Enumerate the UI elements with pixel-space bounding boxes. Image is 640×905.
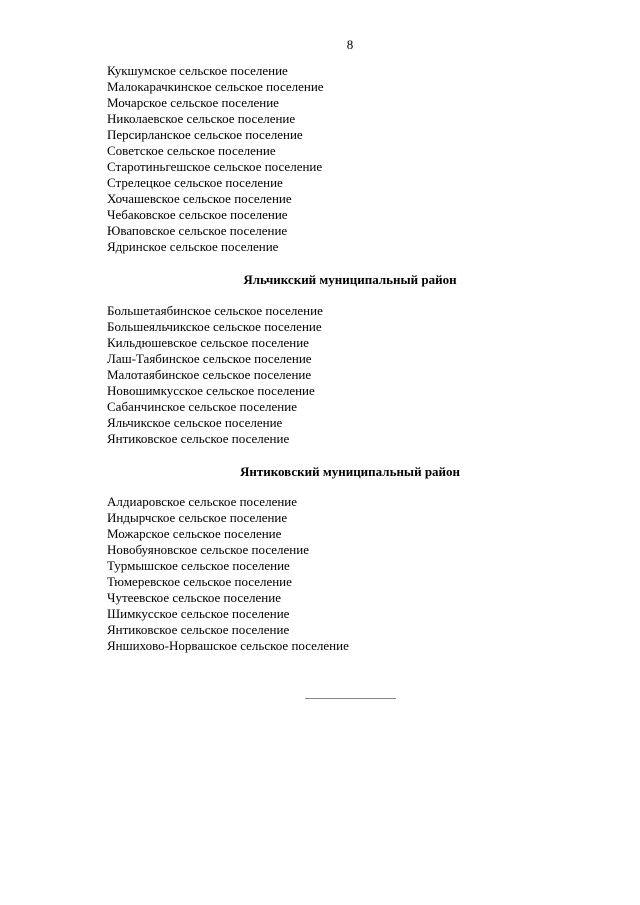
list-item: Старотиньгешское сельское поселение [107,159,323,174]
list-item: Кильдюшевское сельское поселение [107,335,309,350]
section-heading-yalchik: Яльчикский муниципальный район [243,272,457,287]
list-item: Большетаябинское сельское поселение [107,303,323,318]
list-item: Тюмеревское сельское поселение [107,574,292,589]
list-item: Малотаябинское сельское поселение [107,367,312,382]
list-item: Кукшумское сельское поселение [107,63,288,78]
list-item: Хочашевское сельское поселение [107,191,292,206]
list-item: Большеяльчикское сельское поселение [107,319,322,334]
list-item: Алдиаровское сельское поселение [107,494,298,509]
list-item: Новошимкусское сельское поселение [107,383,315,398]
list-item: Чебаковское сельское поселение [107,207,288,222]
settlement-list-yantikovo [107,494,349,654]
settlement-list-continued [107,63,324,255]
list-item: Сабанчинское сельское поселение [107,399,297,414]
section-heading-yantikovo: Янтиковский муниципальный район [239,464,461,479]
list-item: Турмышское сельское поселение [107,558,290,573]
end-divider-line [305,698,396,699]
list-item: Николаевское сельское поселение [107,111,296,126]
list-item: Стрелецкое сельское поселение [107,175,283,190]
list-item: Янтиковское сельское поселение [107,622,290,637]
list-item: Яльчикское сельское поселение [107,415,283,430]
settlement-list-yalchik [107,303,323,447]
list-item: Советское сельское поселение [107,143,276,158]
list-item: Шимкусское сельское поселение [107,606,290,621]
list-item: Персирланское сельское поселение [107,127,303,142]
list-item: Лаш-Таябинское сельское поселение [107,351,312,366]
list-item: Янтиковское сельское поселение [107,431,290,446]
list-item: Чутеевское сельское поселение [107,590,281,605]
list-item: Яншихово-Норвашское сельское поселение [107,638,349,653]
page-number: 8 [346,37,354,52]
list-item: Индырчское сельское поселение [107,510,288,525]
list-item: Мочарское сельское поселение [107,95,279,110]
list-item: Малокарачкинское сельское поселение [107,79,324,94]
list-item: Можарское сельское поселение [107,526,282,541]
list-item: Юваповское сельское поселение [107,223,288,238]
list-item: Ядринское сельское поселение [107,239,279,254]
list-item: Новобуяновское сельское поселение [107,542,309,557]
